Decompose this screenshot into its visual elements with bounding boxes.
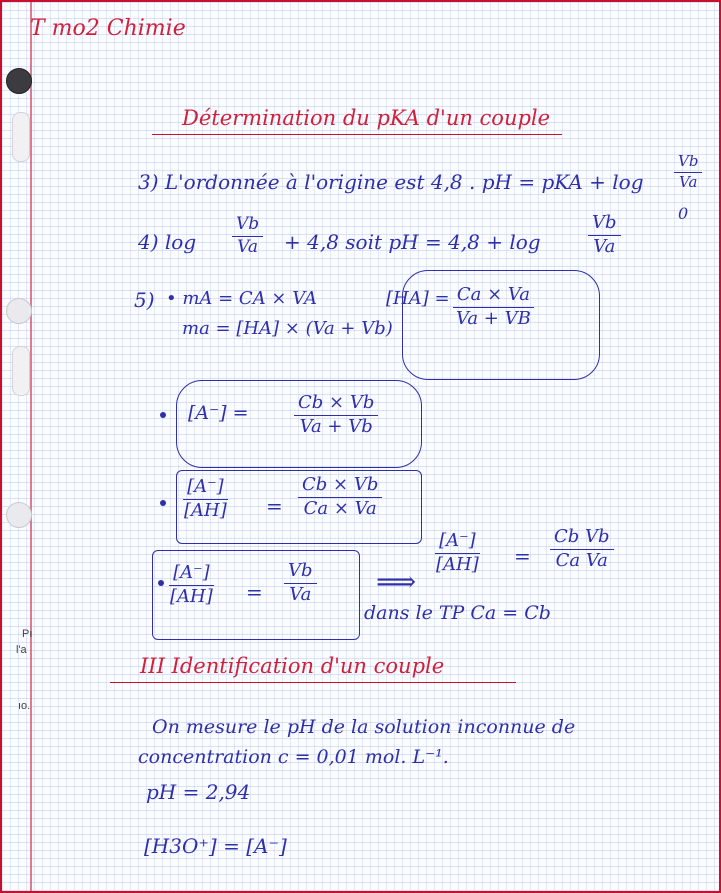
a-lhs: [A⁻] = — [188, 402, 249, 424]
q3-frac-num: Vb — [674, 154, 702, 173]
ha-den: Va + VB — [456, 307, 531, 329]
section-title: Détermination du pKA d'un couple — [182, 106, 551, 130]
title-underline — [152, 134, 562, 135]
ha-num: Ca × Va — [453, 286, 534, 308]
q5-line1: • mA = CA × VA — [166, 288, 318, 309]
binder-tab — [12, 346, 30, 396]
side-text-a: Pı — [22, 628, 33, 640]
q4-frac-num: Vb — [232, 216, 263, 237]
ha-lhs: [HA] = — [386, 288, 450, 309]
binder-hole — [6, 68, 32, 94]
tp-note: dans le TP Ca = Cb — [364, 602, 551, 624]
margin-line — [30, 2, 32, 891]
ratio2-rhs-fraction — [550, 528, 614, 571]
bullet — [160, 412, 166, 418]
binder-hole — [6, 298, 32, 324]
ratio2-rhs-den: Ca Va — [555, 549, 608, 571]
ratio-fraction — [180, 478, 231, 521]
s3-line4: [H3O⁺] = [A⁻] — [144, 834, 287, 858]
final-rhs-den: Va — [289, 583, 312, 605]
side-text-b: l'a — [16, 644, 27, 656]
q4-middle: + 4,8 soit pH = 4,8 + log — [284, 230, 541, 254]
bullet — [160, 500, 166, 506]
ratio2-eq: = — [514, 544, 531, 568]
q3-frac-den: Va — [679, 172, 698, 191]
q5-label: 5) — [134, 288, 155, 312]
final-num: [A⁻] — [169, 564, 214, 586]
s3-line2: concentration c = 0,01 mol. L⁻¹. — [138, 746, 449, 768]
ratio-num: [A⁻] — [183, 478, 228, 500]
ratio2-num: [A⁻] — [435, 532, 480, 554]
section3-underline — [110, 682, 516, 683]
side-text-c: ıo. — [18, 700, 31, 712]
a-den: Va + Vb — [299, 415, 373, 437]
q4-frac2-den: Va — [593, 235, 616, 257]
q4-prefix: 4) log — [138, 230, 197, 254]
section3-title: III Identification d'un couple — [140, 654, 445, 678]
implies-arrow: ⟹ — [376, 565, 417, 598]
final-eq: = — [246, 580, 263, 604]
ratio-eq: = — [266, 494, 283, 518]
q3-zero: 0 — [678, 204, 689, 223]
ratio-rhs-den: Ca × Va — [303, 497, 377, 519]
final-rhs-num: Vb — [284, 562, 317, 584]
final-den: [AH] — [170, 585, 213, 607]
page-header: T mo2 Chimie — [30, 16, 186, 41]
q4-fraction — [232, 216, 263, 257]
q3-text: 3) L'ordonnée à l'origine est 4,8 . pH = pKA + log — [138, 170, 644, 194]
q4-fraction-2 — [588, 214, 621, 257]
s3-line3: pH = 2,94 — [146, 780, 251, 804]
a-num: Cb × Vb — [294, 394, 378, 416]
ratio2-fraction — [432, 532, 483, 575]
q3-fraction — [674, 154, 702, 191]
a-fraction — [294, 394, 378, 437]
s3-line1: On mesure le pH de la solution inconnue de — [152, 716, 576, 738]
ratio2-rhs-num: Cb Vb — [550, 528, 614, 550]
binder-tab — [12, 112, 30, 162]
q5-line2: ma = [HA] × (Va + Vb) — [182, 318, 393, 339]
ratio-rhs-fraction — [298, 476, 382, 519]
q4-frac-den: Va — [237, 236, 259, 257]
binder-hole — [6, 502, 32, 528]
final-rhs-fraction — [284, 562, 317, 605]
q4-frac2-num: Vb — [588, 214, 621, 236]
ratio2-den: [AH] — [436, 553, 479, 575]
ratio-den: [AH] — [184, 499, 227, 521]
ha-fraction — [452, 286, 535, 329]
final-fraction — [166, 564, 217, 607]
ratio-rhs-num: Cb × Vb — [298, 476, 382, 498]
